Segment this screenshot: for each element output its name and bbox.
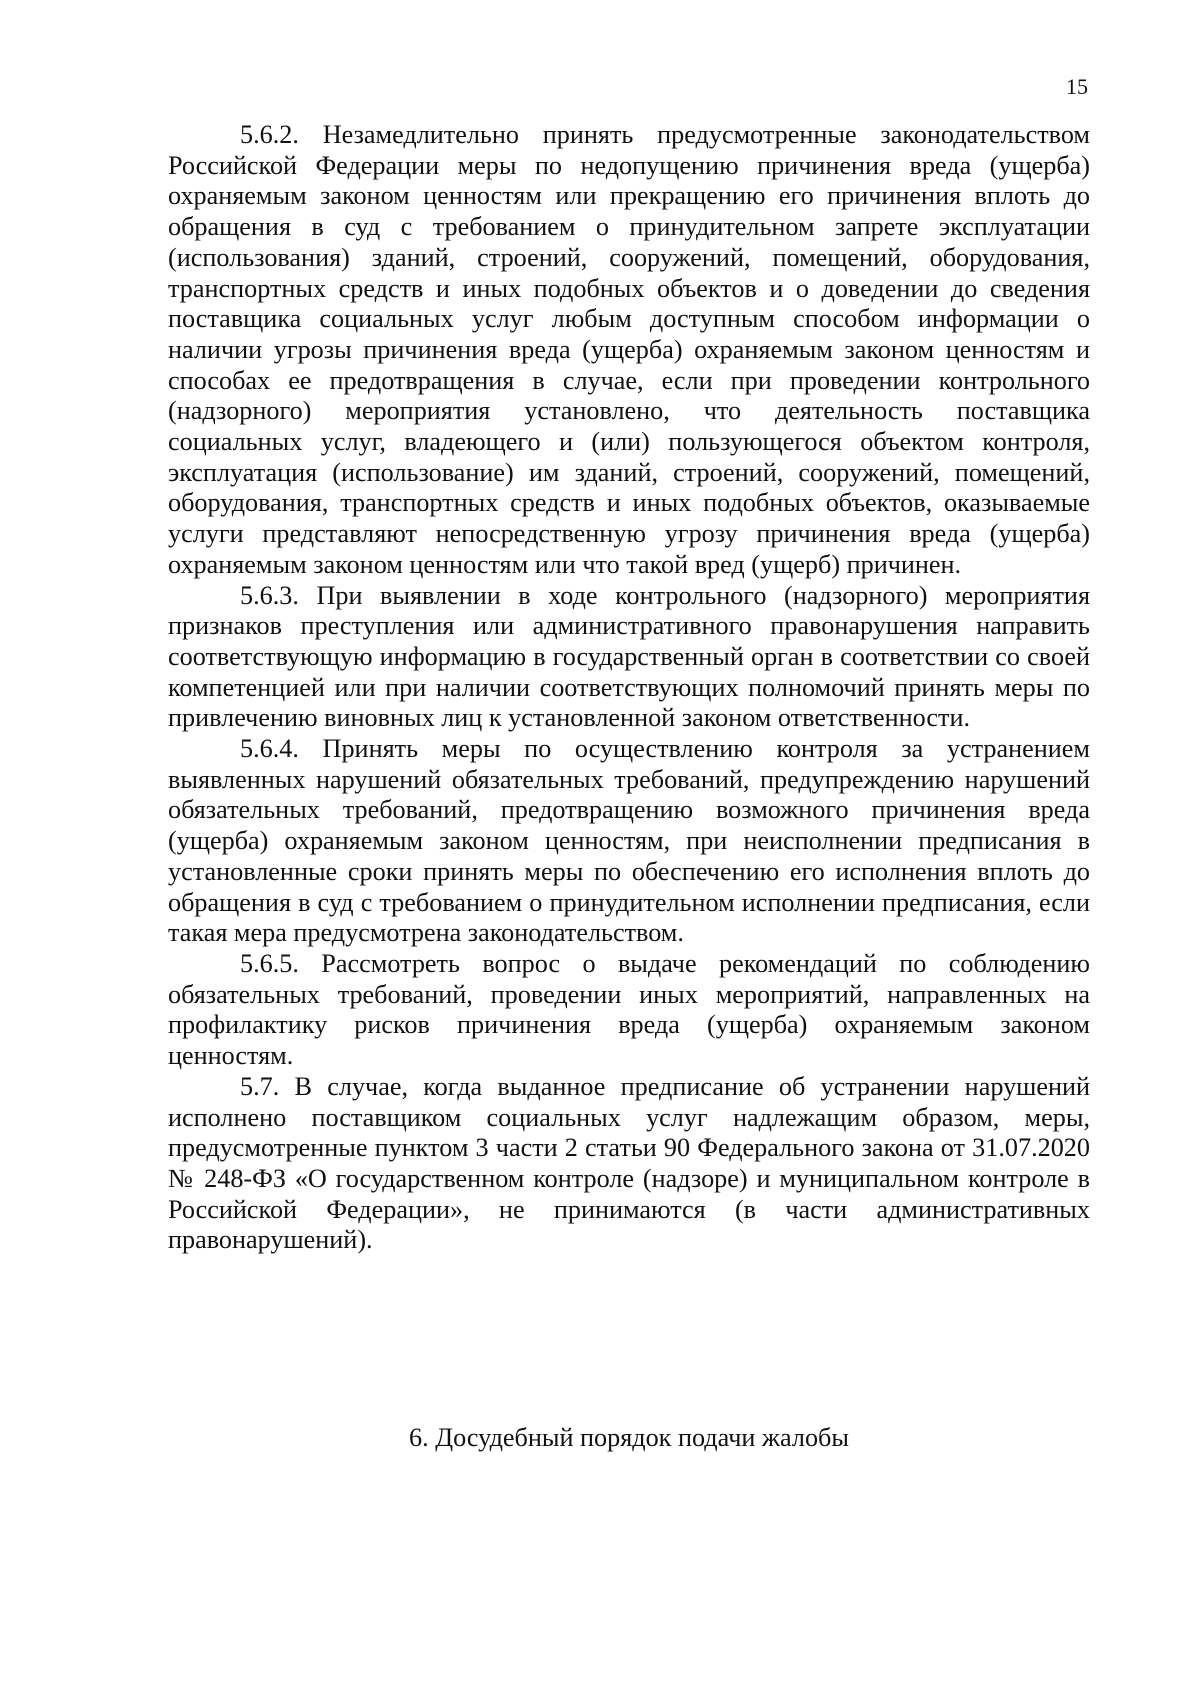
page-number: 15 [1066, 74, 1088, 99]
paragraph-5-7: 5.7. В случае, когда выданное предписание об устранении нарушений исполнено поставщиком социальных услуг надлежащим образом, меры, предусмотренные пунктом 3 части 2 статьи 90 Федерального закона от 31.07.2020 № 248-ФЗ «О государственном контроле (надзоре) и муниципальном контроле в Российской Федерации», не принимаются (в части административных правонарушений). [168, 1071, 1090, 1255]
document-body [168, 120, 1090, 1256]
paragraph-5-6-2: 5.6.2. Незамедлительно принять предусмотренные законодательством Российской Федерации меры по недопущению причинения вреда (ущерба) охраняемым законом ценностям или прекращению его причинения вплоть до обращения в суд с требованием о принудительном запрете эксплуатации (использования) зданий, строений, сооружений, помещений, оборудования, транспортных средств и иных подобных объектов и о доведении до сведения поставщика социальных услуг любым доступным способом информации о наличии угрозы причинения вреда (ущерба) охраняемым законом ценностям и способах ее предотвращения в случае, если при проведении контрольного (надзорного) мероприятия установлено, что деятельность поставщика социальных услуг, владеющего и (или) пользующегося объектом контроля, эксплуатация (использование) им зданий, строений, сооружений, помещений, оборудования, транспортных средств и иных подобных объектов, оказываемые услуги представляют непосредственную угрозу причинения вреда (ущерба) охраняемым законом ценностям или что такой вред (ущерб) причинен. [168, 120, 1090, 579]
section-heading: 6. Досудебный порядок подачи жалобы [409, 1423, 849, 1452]
paragraph-5-6-4: 5.6.4. Принять меры по осуществлению контроля за устранением выявленных нарушений обязательных требований, предупреждению нарушений обязательных требований, предотвращению возможного причинения вреда (ущерба) охраняемым законом ценностям, при неисполнении предписания в установленные сроки принять меры по обеспечению его исполнения вплоть до обращения в суд с требованием о принудительном исполнении предписания, если такая мера предусмотрена законодательством. [168, 734, 1090, 948]
paragraph-5-6-3: 5.6.3. При выявлении в ходе контрольного (надзорного) мероприятия признаков преступления или административного правонарушения направить соответствующую информацию в государственный орган в соответствии со своей компетенцией или при наличии соответствующих полномочий принять меры по привлечению виновных лиц к установленной законом ответственности. [168, 580, 1090, 733]
paragraph-5-6-5: 5.6.5. Рассмотреть вопрос о выдаче рекомендаций по соблюдению обязательных требований, проведении иных мероприятий, направленных на профилактику рисков причинения вреда (ущерба) охраняемым законом ценностям. [168, 948, 1090, 1071]
